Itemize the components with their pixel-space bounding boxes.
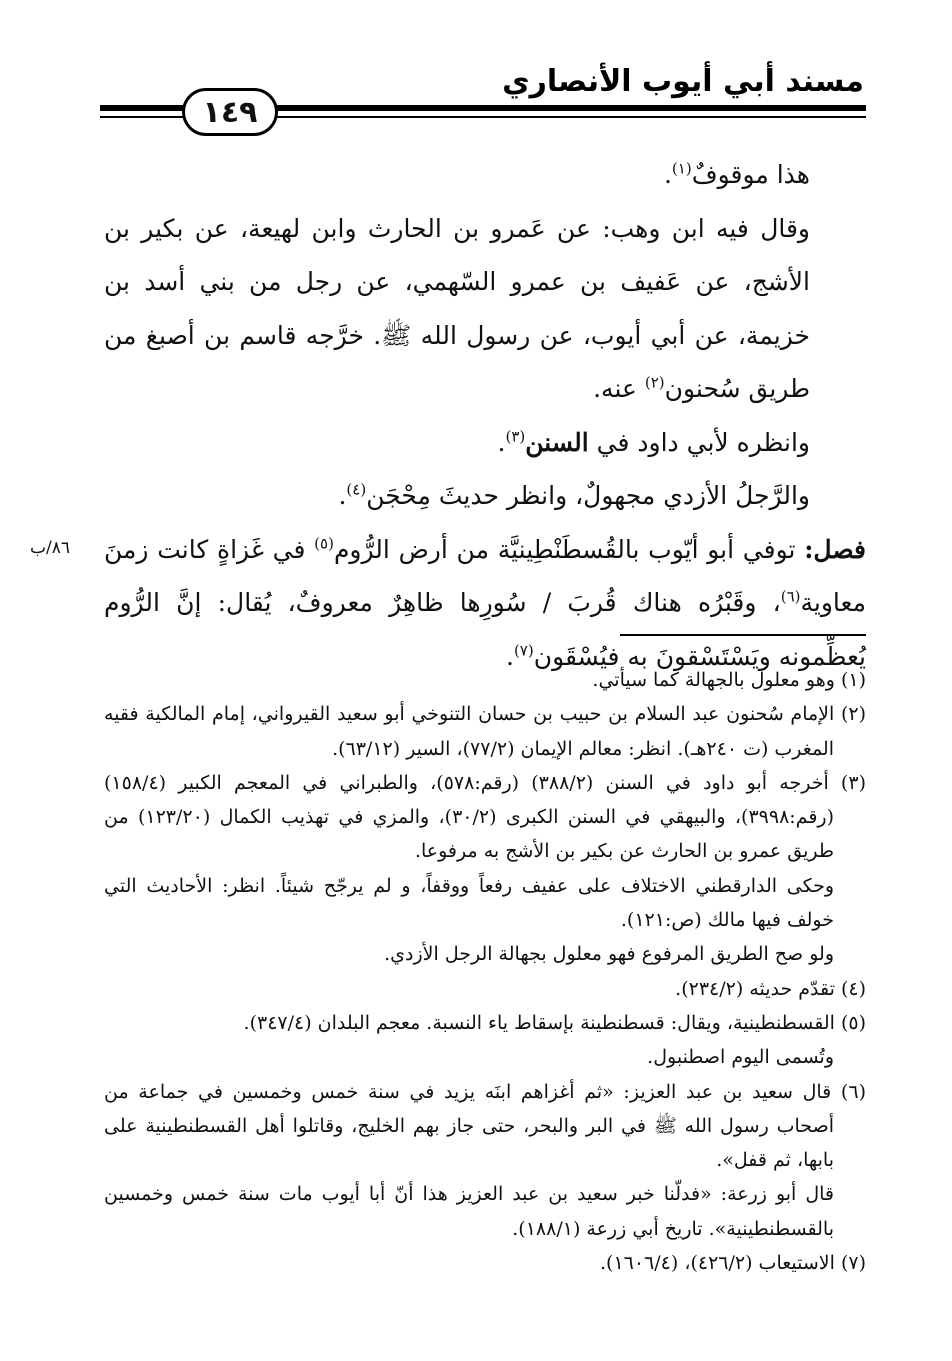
fasl-label: فصل:	[804, 534, 866, 564]
p5-text-c: ، وقَبْرُه هناك قُربَ / سُورِها ظاهِرٌ معروفٌ، يُقال: إنَّ الرُّوم يُعظِّمونه ويَسْتَسْقونَ به فيُسْقَون	[104, 588, 866, 671]
footnote-ref-4: (٤)	[346, 480, 367, 499]
footnote-separator	[620, 634, 866, 636]
footnote-1: (١) وهو معلول بالجهالة كما سيأتي.	[592, 669, 866, 691]
footnote-3: (٣) أخرجه أبو داود في السنن (٣٨٨/٢) (رقم:٥٧٨)، والطبراني في المعجم الكبير (١٥٨/٤) (رقم:٣٩٩٨)، والبيهقي في السنن الكبرى (٣٠/٢)، والمزي في تهذيب الكمال (١٢٣/٢٠) من طريق عمرو بن الحارث عن بكير بن الأشج به مرفوعا.	[104, 771, 866, 863]
footnote-6: (٦) قال سعيد بن عبد العزيز: «ثم أغزاهم ابنَه يزيد في سنة خمس وخمسين في جماعة من أصحاب رسول الله ﷺ في البر والبحر، حتى جاز بهم الخليج، وقاتلوا أهل القسطنطينية على بابها، ثم قفل».	[104, 1080, 866, 1172]
sunan-title: السنن	[525, 427, 589, 457]
footnote-ref-3: (٣)	[505, 427, 526, 446]
main-text	[104, 148, 866, 683]
footnote-2: (٢) الإمام سُحنون عبد السلام بن حبيب بن حسان التنوخي أبو سعيد القيرواني، إمام المالكية فقيه المغرب (ت ٢٤٠هـ). انظر: معالم الإيمان (٧٧/٢)، السير (٦٣/١٢).	[104, 703, 866, 760]
paragraph-1: هذا موقوفٌ$^{(١)}$.	[663, 159, 810, 189]
footnote-ref-6: (٦)	[780, 587, 801, 606]
footnotes	[104, 663, 866, 1280]
paragraph-5: فصل: توفي أبو أيّوب بالقُسطَنْطِينيَّة من أرض الرُّوم$^{(٥)}$ في غَزاةٍ كانت زمنَ معاوية$^{(٦)}$، وقَبْرُه هناك قُربَ / سُورِها ظاهِرٌ معروفٌ، يُقال: إنَّ الرُّوم يُعظِّمونه ويَسْتَسْقونَ به فيُسْقَون$^{(٧)}$.	[104, 534, 866, 671]
footnote-ref-5: (٥)	[314, 534, 334, 553]
p1-text: هذا موقوفٌ	[691, 160, 810, 189]
p3-text: وانظره لأبي داود في	[588, 427, 810, 457]
p2-text: وقال فيه ابن وهب: عن عَمرو بن الحارث وابن لهيعة، عن بكير بن الأشج، عن عَفيف بن عمرو السّهمي، عن رجل من بني أسد بن خزيمة، عن أبي أيوب، عن رسول الله ﷺ. خرَّجه قاسم بن أصبغ من طريق سُحنون	[104, 213, 810, 403]
p2-tail: عنه.	[593, 374, 645, 403]
p5-text-a: توفي أبو أيّوب بالقُسطَنْطِينيَّة من أرض الرُّوم	[333, 534, 805, 564]
footnote-3-continued-2: ولو صح الطريق المرفوع فهو معلول بجهالة الرجل الأزدي.	[384, 943, 834, 966]
running-title: مسند أبي أيوب الأنصاري	[502, 64, 864, 99]
footnote-6-continued: قال أبو زرعة: «فدلّنا خبر سعيد بن عبد العزيز هذا أنّ أبا أيوب مات سنة خمس وخمسين بالقسطنطينية». تاريخ أبي زرعة (١٨٨/١).	[104, 1183, 834, 1240]
footnote-5-continued: وتُسمى اليوم اصطنبول.	[647, 1046, 834, 1069]
page-number: ١٤٩	[182, 88, 278, 136]
manuscript-folio-note: ٨٦/ب	[30, 538, 70, 558]
footnote-3-continued: وحكى الدارقطني الاختلاف على عفيف رفعاً ووقفاً، و لم يرجّح شيئاً. انظر: الأحاديث التي خولف فيها مالك (ص:١٢١).	[104, 874, 834, 932]
footnote-7: (٧) الاستيعاب (٤٢٦/٢)، (١٦٠٦/٤).	[599, 1252, 866, 1275]
p5-text-b: في غَزاةٍ كانت زمنَ معاوية	[104, 534, 866, 617]
footnote-ref-7: (٧)	[513, 641, 534, 660]
footnote-ref-2: (٢)	[644, 373, 665, 392]
footnote-ref-1: (١)	[671, 159, 692, 178]
paragraph-2	[104, 202, 866, 416]
paragraph-3: وانظره لأبي داود في السنن$^{(٣)}$.	[497, 427, 810, 457]
paragraph-4: والرَّجلُ الأزدي مجهولٌ، وانظر حديثَ مِحْجَن$^{(٤)}$.	[338, 480, 810, 510]
footnote-4: (٤) تقدّم حديثه (٢٣٤/٢).	[675, 977, 866, 1000]
p4-text: والرَّجلُ الأزدي مجهولٌ، وانظر حديثَ مِحْجَن	[366, 481, 810, 510]
footnote-5: (٥) القسطنطينية، ويقال: قسطنطينة بإسقاط ياء النسبة. معجم البلدان (٣٤٧/٤).	[243, 1011, 866, 1034]
